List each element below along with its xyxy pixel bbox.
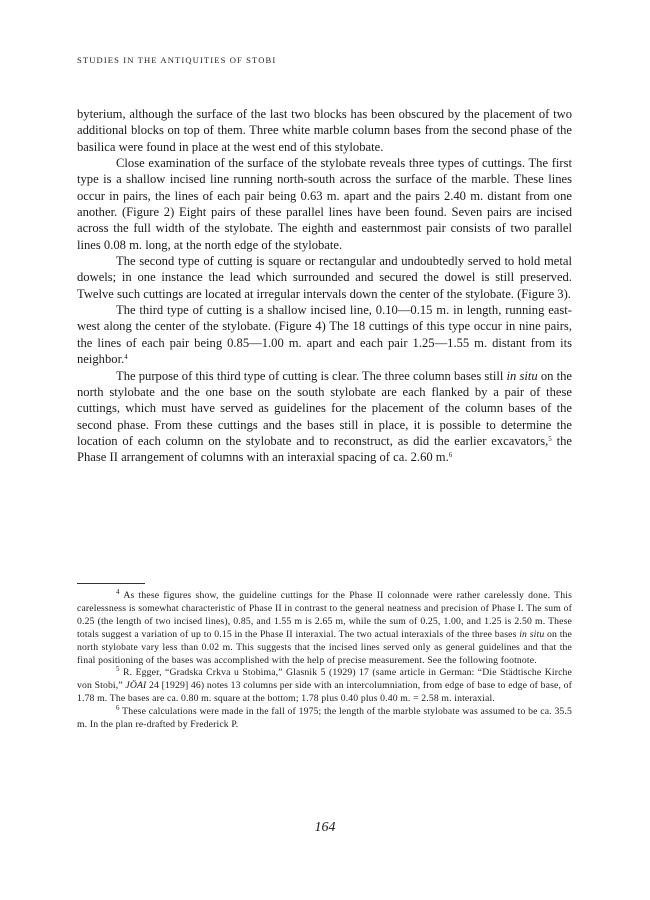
footnote-6-text: These calculations were made in the fall of 1975; the length of the marble stylobate was assumed to be ca. 35.5 m. In the plan re-drafted by Frederick P. (77, 706, 572, 731)
paragraph-1: byterium, although the surface of the last two blocks has been obscured by the placement of two additional blocks on top of them. Three white marble column bases from the second phase of the basilica were found in place at the west end of this stylobate. (77, 107, 572, 154)
paragraph-5-text-a: The purpose of this third type of cutting is clear. The three column bases still (116, 368, 507, 383)
footnote-4 (77, 590, 572, 667)
footnote-4-mark: 4 (116, 588, 120, 596)
footnote-ref-5[interactable]: 5 (548, 434, 552, 443)
footnote-divider (77, 583, 145, 584)
footnotes (77, 590, 572, 732)
footnote-4-italic: in situ (519, 628, 545, 640)
footnote-5-mark: 5 (116, 665, 120, 674)
footnote-4-text-b: on the north stylobate vary less than 0.02 m. This suggests that the incised lines served only as general guidelines and that the final positioning of the bases was accomplished with the help of precise measurement. See the following footnote. (77, 628, 572, 666)
running-head: STUDIES IN THE ANTIQUITIES OF STOBI (77, 55, 277, 65)
footnote-6 (77, 706, 572, 732)
paragraph-5-text-b: on the north stylobate and the one base on the south stylobate are each flanked by a pair of these cuttings, which must have served as guidelines for the placement of the column bases of the second phase. From these cuttings and the bases still in place, it is possible to determine the location of each column on the stylobate and to reconstruct, as did the earlier excavators, (77, 368, 573, 448)
footnote-ref-6[interactable]: 6 (448, 451, 453, 460)
paragraph-5 (77, 368, 572, 466)
paragraph-5-italic: in situ (506, 368, 538, 383)
footnote-5-text-a: R. Egger, “Gradska Crkva u Stobima,” Glasnik 5 (1929) 17 (same article in German: “Die Städtische Kirche von Stobi,” (77, 667, 572, 692)
paragraph-4-text: The third type of cutting is a shallow incised line, 0.10—0.15 m. in length, running east-west along the center of the stylobate. (Figure 4) The 18 cuttings of this type occur in nine pairs, the lines of each pair being 0.85—1.00 m. apart and each pair 1.25—1.55 m. distant from its neighbor. (77, 303, 572, 367)
paragraph-3: The second type of cutting is square or rectangular and undoubtedly served to hold metal dowels; in one instance the lead which surrounded and secured the dowel is still preserved. Twelve such cuttings are located at irregular intervals down the center of the stylobate. (Figure 3). (77, 254, 572, 301)
paragraph-5-text-c: the Phase II arrangement of columns with an interaxial spacing of ca. 2.60 m. (77, 433, 572, 465)
footnote-ref-4[interactable]: 4 (124, 353, 128, 362)
footnote-5-text-b: 24 [1929] 46) notes 13 columns per side with an intercolumniation, from edge of base to edge of base, of 1.78 m. The bases are ca. 0.80 m. square at the bottom; 1.78 plus 0.40 plus 0.40 m. = 2.58 m. interaxial. (77, 680, 572, 705)
footnote-4-text-a: As these figures show, the guideline cuttings for the Phase II colonnade were rather carelessly done. This carelessness is somewhat characteristic of Phase II in contrast to the general neatness and precision of Phase I. The sum of 0.25 (the length of two incised lines), 0.85, and 1.55 m is 2.65 m, while the sum of 0.25, 1.00, and 1.25 is 2.50 m. These totals suggest a variation of up to 0.15 in the Phase II interaxial. The two actual interaxials of the three bases (77, 590, 572, 640)
paragraph-2: Close examination of the surface of the stylobate reveals three types of cuttings. The first type is a shallow incised line running north-south across the surface of the marble. These lines occur in pairs, the lines of each pair being 0.63 m. apart and the pairs 2.40 m. distant from one another. (Figure 2) Eight pairs of these parallel lines have been found. Seven pairs are incised across the full width of the stylobate. The eighth and easternmost pair consists of two parallel lines 0.08 m. long, at the north edge of the stylobate. (77, 156, 572, 252)
footnote-6-mark: 6 (116, 704, 120, 713)
main-text (77, 106, 572, 466)
paragraph-4 (77, 302, 572, 367)
page-number: 164 (314, 820, 336, 835)
footnote-5-italic: JÖAI (125, 680, 147, 692)
footnote-5 (77, 667, 572, 706)
